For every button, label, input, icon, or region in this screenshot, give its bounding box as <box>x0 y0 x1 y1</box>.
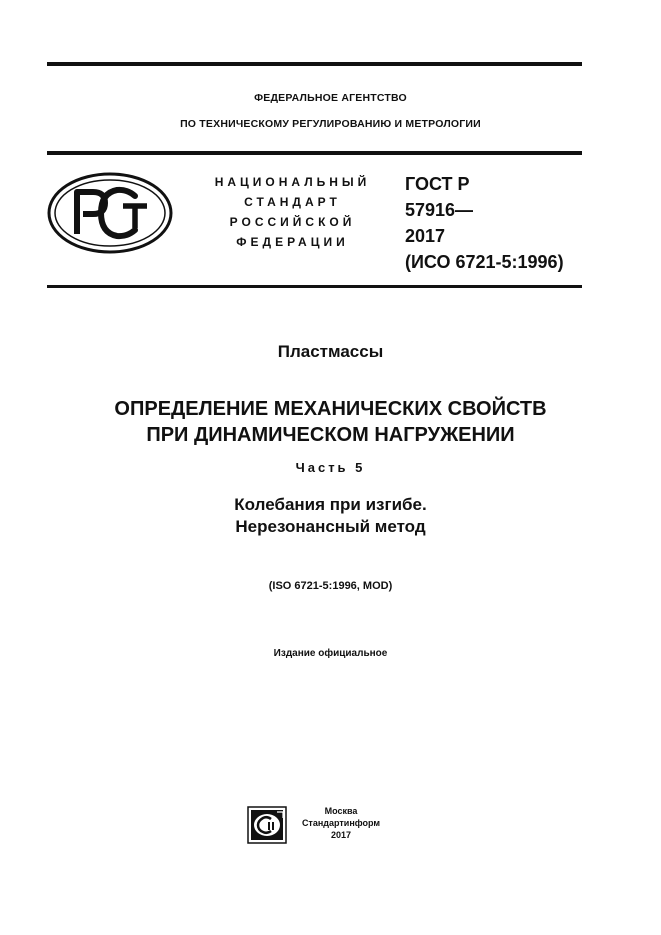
material-heading: Пластмассы <box>277 342 384 361</box>
publisher-city: Москва <box>324 806 358 816</box>
designation-line-1: ГОСТ Р <box>405 174 470 194</box>
gost-rst-emblem-icon <box>47 172 173 254</box>
designation-line-3: 2017 <box>405 226 446 246</box>
agency-line-2: ПО ТЕХНИЧЕСКОМУ РЕГУЛИРОВАНИЮ И МЕТРОЛОГИИ <box>180 118 481 130</box>
standard-type-line-4: ФЕДЕРАЦИИ <box>236 235 349 249</box>
publisher-info <box>296 805 386 841</box>
standard-designation <box>405 171 564 275</box>
standard-type-line-3: РОССИЙСКОЙ <box>229 215 356 229</box>
designation-line-2: 57916— <box>405 200 474 220</box>
standard-type-line-2: СТАНДАРТ <box>244 195 341 209</box>
header-bottom-rule <box>47 285 582 288</box>
standard-type-line-1: НАЦИОНАЛЬНЫЙ <box>214 175 371 189</box>
designation-line-4: (ИСО 6721-5:1996) <box>405 252 564 272</box>
iso-reference: (ISO 6721-5:1996, MOD) <box>268 580 393 592</box>
standard-type <box>200 172 385 252</box>
publisher-name: Стандартинформ <box>301 818 381 828</box>
subtitle-line-2: Нерезонансный метод <box>235 517 426 536</box>
standartinform-logo-icon <box>247 806 287 844</box>
title-line-1: ОПРЕДЕЛЕНИЕ МЕХАНИЧЕСКИХ СВОЙСТВ <box>114 398 547 420</box>
subtitle-line-1: Колебания при изгибе. <box>234 495 427 514</box>
edition-label: Издание официальное <box>273 648 388 659</box>
top-rule <box>47 62 582 66</box>
document-subtitle <box>0 494 661 538</box>
title-line-2: ПРИ ДИНАМИЧЕСКОМ НАГРУЖЕНИИ <box>146 424 515 446</box>
publisher-year: 2017 <box>330 830 352 840</box>
part-number: Часть 5 <box>295 460 366 475</box>
document-title <box>0 396 661 448</box>
agency-line-1: ФЕДЕРАЛЬНОЕ АГЕНТСТВО <box>254 92 407 104</box>
header-rule <box>47 151 582 155</box>
